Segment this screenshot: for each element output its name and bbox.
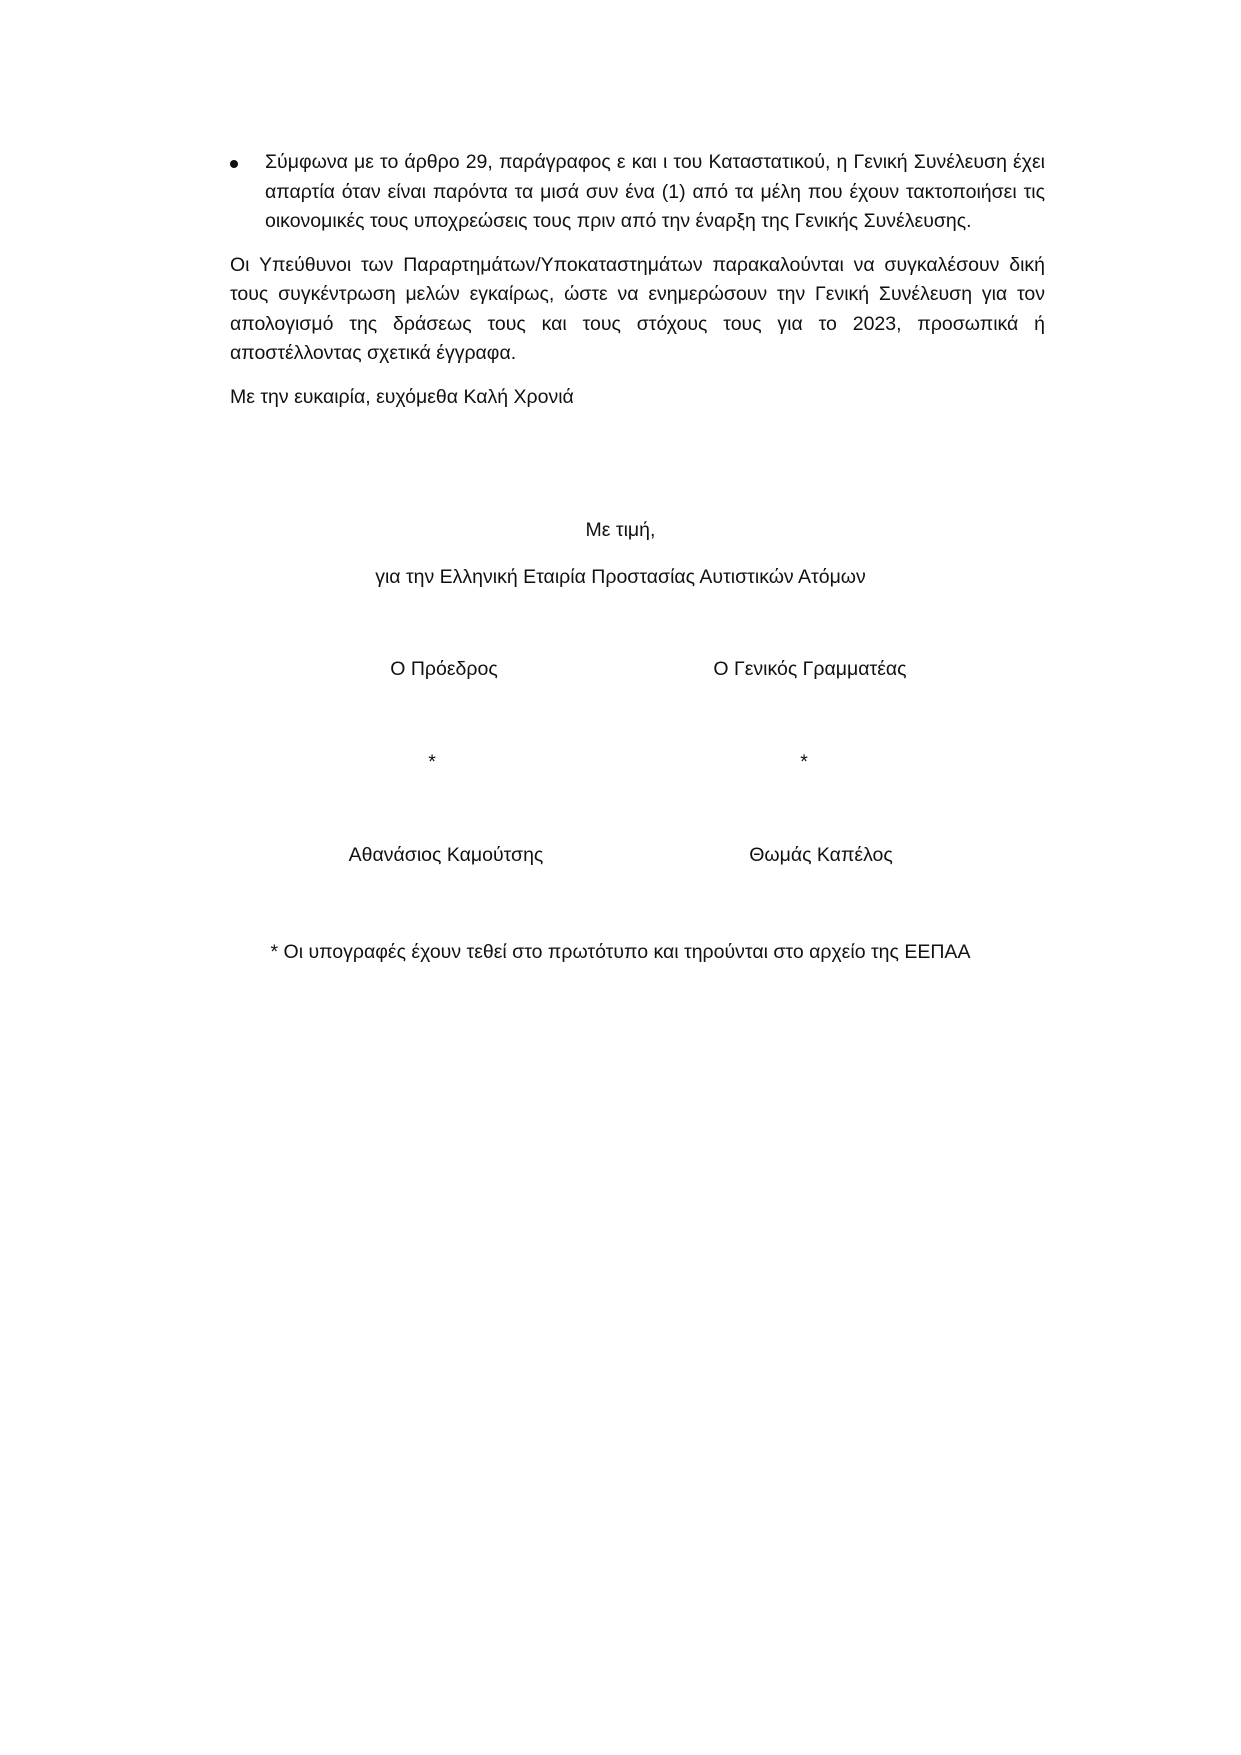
bullet-text: Σύμφωνα με το άρθρο 29, παράγραφος ε και ι του Καταστατικού, η Γενική Συνέλευση έχει απαρτία όταν είναι παρόντα τα μισά συν ένα (1) από τα μέλη που έχουν τακτοποιήσει τις οικονομικές τους υποχρεώσεις τους πριν από την έναρξη της Γενικής Συνέλευσης. bbox=[265, 151, 1045, 232]
president-name: Αθανάσιος Καμούτσης bbox=[348, 844, 544, 866]
president-title: Ο Πρόεδρος bbox=[390, 658, 498, 680]
organization-line: για την Ελληνική Εταιρία Προστασίας Αυτιστικών Ατόμων bbox=[375, 566, 866, 588]
greeting-line: Με την ευκαιρία, ευχόμεθα Καλή Χρονιά bbox=[230, 385, 574, 408]
secretary-name: Θωμάς Καπέλος bbox=[749, 844, 893, 866]
body-text bbox=[230, 148, 1045, 426]
signature-footnote: * Οι υπογραφές έχουν τεθεί στο πρωτότυπο και τηρούνται στο αρχείο της ΕΕΠΑΑ bbox=[270, 941, 971, 963]
president-signature-mark: * bbox=[428, 751, 436, 773]
bullet-item bbox=[230, 148, 1045, 237]
secretary-signature-mark: * bbox=[800, 751, 808, 773]
secretary-title: Ο Γενικός Γραμματέας bbox=[713, 658, 907, 680]
branches-paragraph: Οι Υπεύθυνοι των Παραρτημάτων/Υποκαταστημάτων παρακαλούνται να συγκαλέσουν δική τους συγκέντρωση μελών εγκαίρως, ώστε να ενημερώσουν την Γενική Συνέλευση για τον απολογισμό της δράσεως τους και τους στόχους τους για το 2023, προσωπικά ή αποστέλλοντας σχετικά έγγραφα. bbox=[230, 253, 1045, 364]
bullet-dot-icon bbox=[230, 160, 238, 168]
closing-line: Με τιμή, bbox=[585, 519, 656, 541]
